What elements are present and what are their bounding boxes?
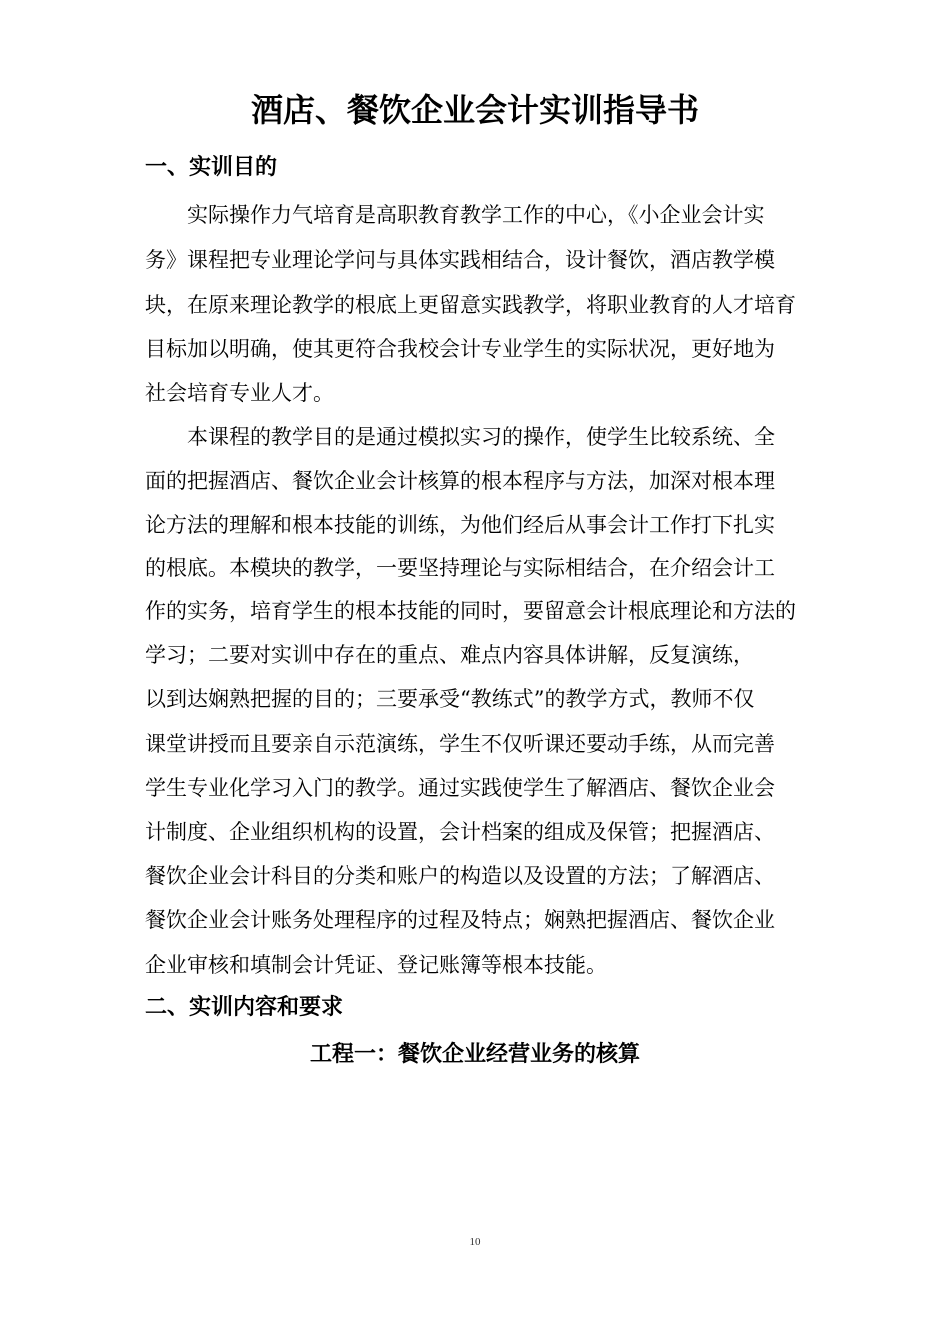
- paragraph-line: 面的把握酒店、餐饮企业会计核算的根本程序与方法，加深对根本理: [145, 469, 775, 493]
- paragraph-line: 作的实务，培育学生的根本技能的同时，要留意会计根底理论和方法的: [145, 599, 796, 623]
- paragraph-line: 本课程的教学目的是通过模拟实习的操作，使学生比较系统、全: [145, 425, 775, 449]
- paragraph-line: 实际操作力气培育是高职教育教学工作的中心，《小企业会计实: [145, 203, 765, 227]
- paragraph-line: 餐饮企业会计账务处理程序的过程及特点；娴熟把握酒店、餐饮企业: [145, 908, 775, 932]
- paragraph-line: 论方法的理解和根本技能的训练，为他们经后从事会计工作打下扎实: [145, 513, 775, 537]
- page-number: 10: [469, 1236, 481, 1248]
- paragraph-line: 学生专业化学习入门的教学。通过实践使学生了解酒店、餐饮企业会: [145, 776, 775, 800]
- paragraph-line: 学习；二要对实训中存在的重点、难点内容具体讲解，反复演练，: [145, 643, 754, 667]
- paragraph-line: 社会培育专业人才。: [145, 381, 334, 405]
- section-heading-content: 二、实训内容和要求: [145, 995, 344, 1020]
- paragraph-line: 务》课程把专业理论学问与具体实践相结合，设计餐饮，酒店教学模: [145, 248, 775, 272]
- section-heading-objectives: 一、实训目的: [145, 155, 278, 180]
- paragraph-line: 块，在原来理论教学的根底上更留意实践教学，将职业教育的人才培育: [145, 293, 796, 317]
- paragraph-line: 以到达娴熟把握的目的；三要承受“教练式”的教学方式，教师不仅: [145, 687, 755, 711]
- paragraph-line: 企业审核和填制会计凭证、登记账簿等根本技能。: [145, 953, 607, 977]
- document-title: 酒店、餐饮企业会计实训指导书: [250, 91, 699, 129]
- paragraph-line: 的根底。本模块的教学，一要坚持理论与实际相结合，在介绍会计工: [145, 556, 775, 580]
- paragraph-line: 餐饮企业会计科目的分类和账户的构造以及设置的方法；了解酒店、: [145, 864, 775, 888]
- paragraph-line: 课堂讲授而且要亲自示范演练，学生不仅听课还要动手练，从而完善: [145, 732, 775, 756]
- paragraph-line: 计制度、企业组织机构的设置，会计档案的组成及保管；把握酒店、: [145, 820, 775, 844]
- project-subheading: 工程一：餐饮企业经营业务的核算: [309, 1042, 640, 1067]
- paragraph-line: 目标加以明确，使其更符合我校会计专业学生的实际状况，更好地为: [145, 337, 775, 361]
